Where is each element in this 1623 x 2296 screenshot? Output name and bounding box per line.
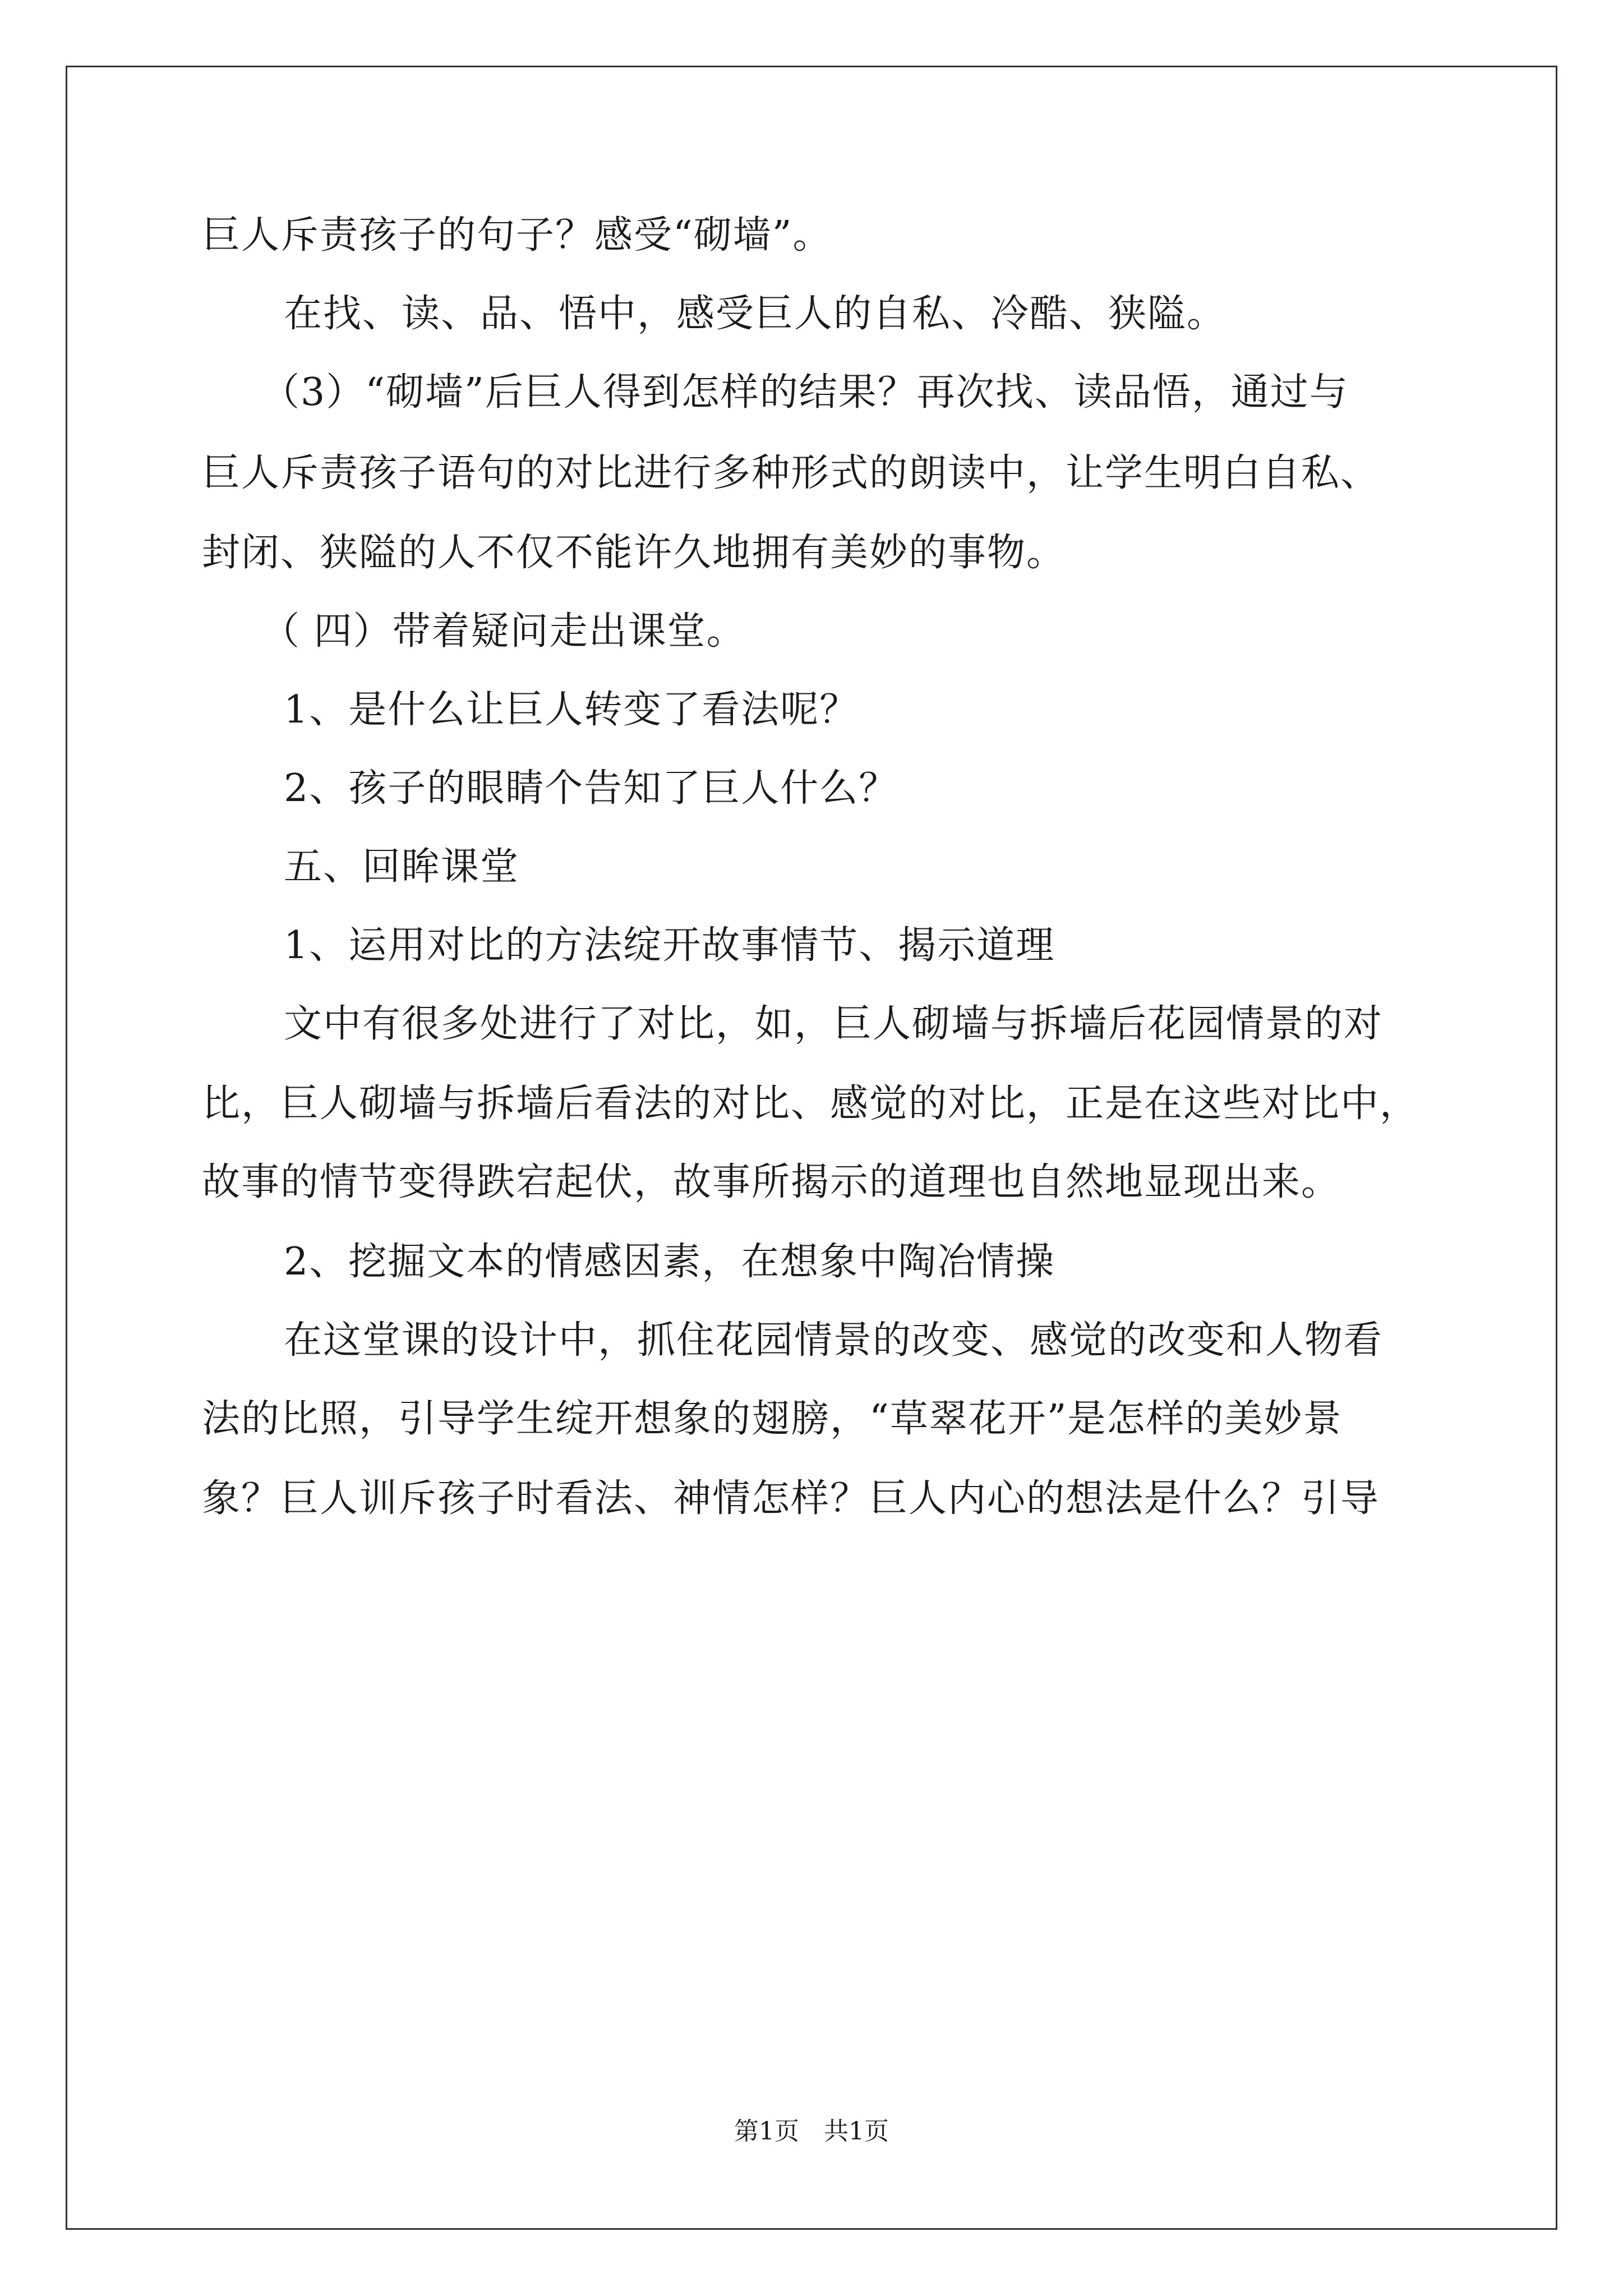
text-line-12: 比，巨人砌墙与拆墙后看法的对比、感觉的对比，正是在这些对比中， <box>202 1082 1419 1126</box>
page-footer: 第1页 共1页 <box>734 2117 889 2146</box>
text-line-6: （ 四）带着疑问走出课堂。 <box>261 609 746 654</box>
text-line-15: 在这堂课的设计中，抓住花园情景的改变、感觉的改变和人物看 <box>284 1318 1384 1363</box>
text-line-14: 2、挖掘文本的情感因素，在想象中陶冶情操 <box>284 1240 1055 1284</box>
text-line-7: 1、是什么让巨人转变了看法呢？ <box>284 688 859 732</box>
text-line-5: 封闭、狭隘的人不仅不能许久地拥有美妙的事物。 <box>202 531 1066 575</box>
text-line-3: （3）“砌墙”后巨人得到怎样的结果？再次找、读品悟，通过与 <box>261 370 1349 415</box>
text-line-11: 文中有很多处进行了对比，如，巨人砌墙与拆墙后花园情景的对 <box>284 1002 1384 1046</box>
text-line-17: 象？巨人训斥孩子时看法、神情怎样？巨人内心的想法是什么？引导 <box>202 1476 1380 1521</box>
text-line-9: 五、回眸课堂 <box>284 845 520 889</box>
text-line-1: 巨人斥责孩子的句子？感受“砌墙”。 <box>202 213 832 257</box>
text-line-2: 在找、读、品、悟中，感受巨人的自私、冷酷、狭隘。 <box>284 292 1227 336</box>
text-line-10: 1、运用对比的方法绽开故事情节、揭示道理 <box>284 923 1055 968</box>
text-line-13: 故事的情节变得跌宕起伏，故事所揭示的道理也自然地显现出来。 <box>202 1160 1341 1204</box>
text-line-16: 法的比照，引导学生绽开想象的翅膀，“草翠花开”是怎样的美妙景 <box>202 1397 1343 1441</box>
text-line-8: 2、孩子的眼睛个告知了巨人什么？ <box>284 766 898 811</box>
text-line-4: 巨人斥责孩子语句的对比进行多种形式的朗读中，让学生明白自私、 <box>202 451 1380 495</box>
